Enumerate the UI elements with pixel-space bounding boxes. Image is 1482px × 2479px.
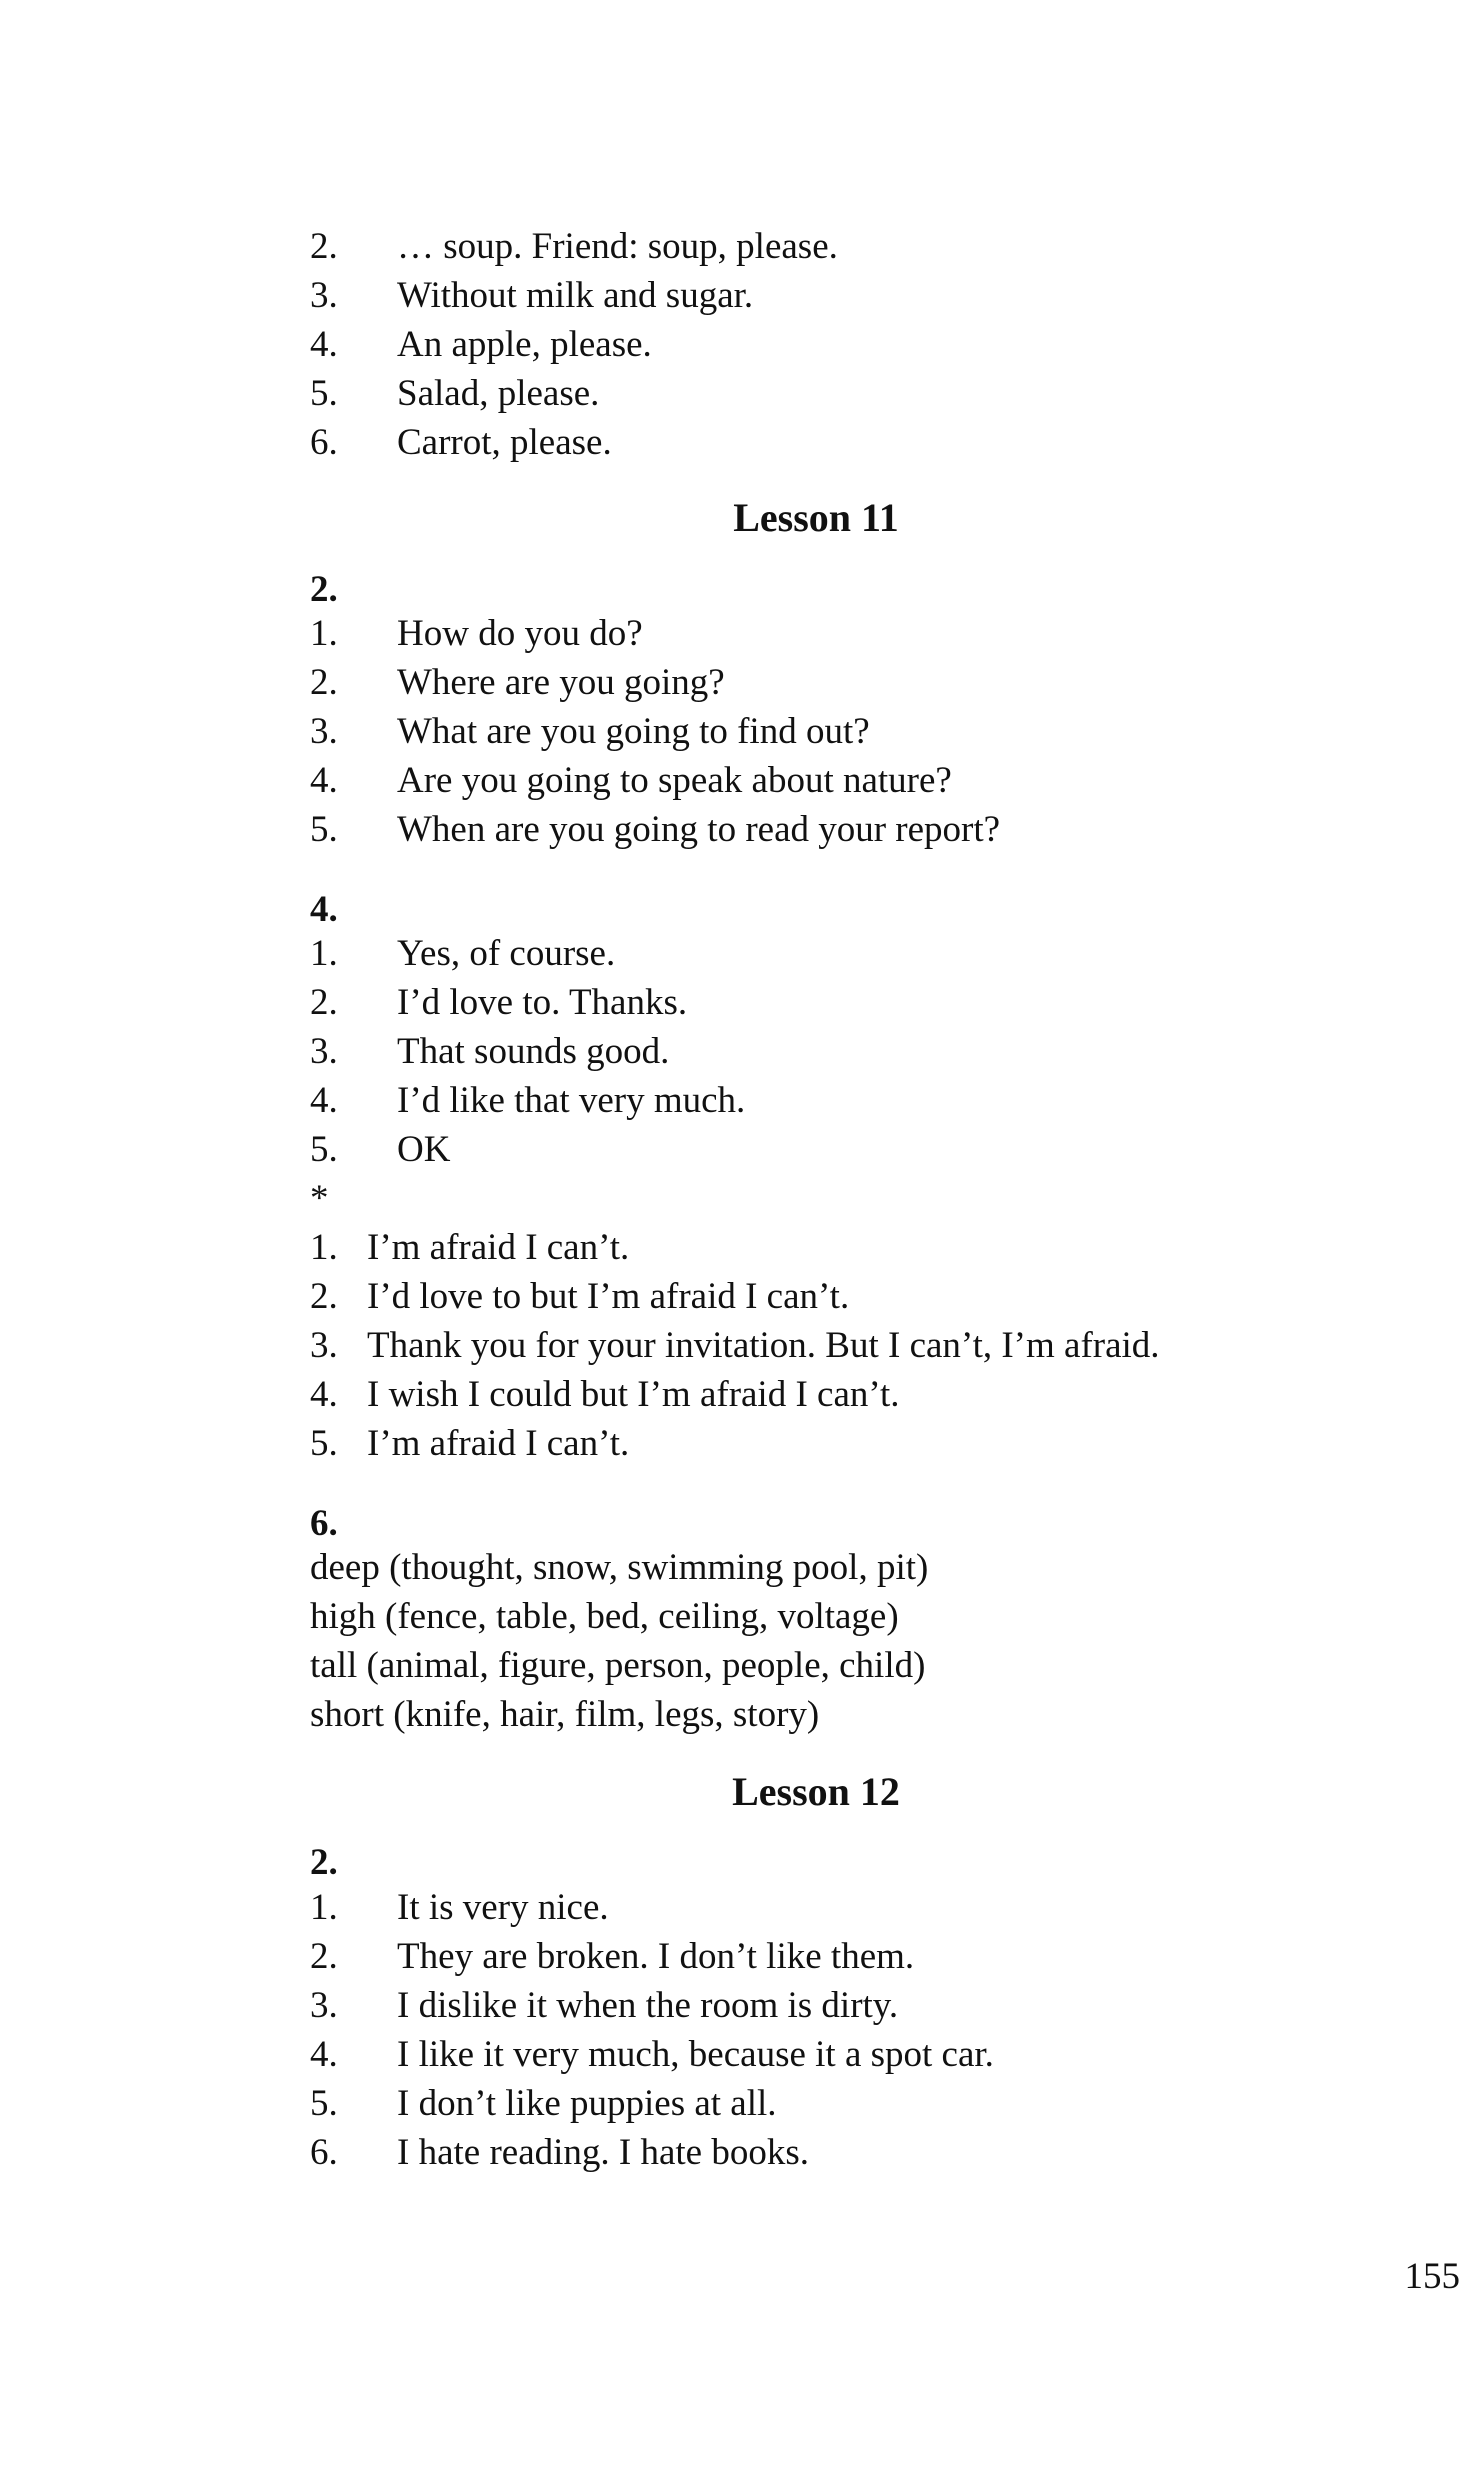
item-number: 6. — [310, 2132, 338, 2173]
item-number: 3. — [310, 275, 338, 316]
text-line: deep (thought, snow, swimming pool, pit) — [310, 1547, 929, 1588]
item-text: Where are you going? — [397, 662, 725, 703]
exercise-2-label: 2. — [310, 569, 338, 610]
item-text: I hate reading. I hate books. — [397, 2132, 809, 2173]
item-number: 3. — [310, 711, 338, 752]
item-number: 3. — [310, 1031, 338, 1072]
item-number: 1. — [310, 933, 338, 974]
item-number: 5. — [310, 809, 338, 850]
item-number: 4. — [310, 324, 338, 365]
item-text: Salad, please. — [397, 373, 600, 414]
item-text: How do you do? — [397, 613, 643, 654]
item-text: Are you going to speak about nature? — [397, 760, 952, 801]
text-line: short (knife, hair, film, legs, story) — [310, 1694, 820, 1735]
item-text: I’d love to. Thanks. — [397, 982, 688, 1023]
item-text: … soup. Friend: soup, please. — [397, 226, 838, 267]
item-text: I dislike it when the room is dirty. — [397, 1985, 899, 2026]
item-number: 1. — [310, 1227, 338, 1268]
item-number: 1. — [310, 1887, 338, 1928]
item-number: 5. — [310, 1423, 338, 1464]
lesson-12-heading: Lesson 12 — [732, 1769, 900, 1814]
item-text: Thank you for your invitation. But I can’t, I’m afraid. — [367, 1325, 1160, 1366]
item-number: 5. — [310, 373, 338, 414]
item-number: 5. — [310, 2083, 338, 2124]
item-text: I’m afraid I can’t. — [367, 1423, 630, 1464]
exercise-6-label: 6. — [310, 1503, 338, 1544]
item-text: I like it very much, because it a spot car. — [397, 2034, 994, 2075]
item-number: 3. — [310, 1985, 338, 2026]
lesson-11-heading: Lesson 11 — [733, 495, 899, 540]
item-number: 4. — [310, 760, 338, 801]
item-text: Yes, of course. — [397, 933, 616, 974]
item-text: That sounds good. — [397, 1031, 670, 1072]
item-number: 2. — [310, 226, 338, 267]
item-text: It is very nice. — [397, 1887, 609, 1928]
item-number: 3. — [310, 1325, 338, 1366]
item-number: 2. — [310, 662, 338, 703]
item-number: 2. — [310, 1936, 338, 1977]
text-line: tall (animal, figure, person, people, child) — [310, 1645, 926, 1686]
item-number: 5. — [310, 1129, 338, 1170]
exercise-2-label: 2. — [310, 1842, 338, 1883]
exercise-4-label: 4. — [310, 889, 338, 930]
item-text: What are you going to find out? — [397, 711, 870, 752]
item-number: 2. — [310, 982, 338, 1023]
item-text: They are broken. I don’t like them. — [397, 1936, 915, 1977]
item-text: I’d like that very much. — [397, 1080, 746, 1121]
item-number: 2. — [310, 1276, 338, 1317]
page-number: 155 — [1404, 2256, 1460, 2297]
item-text: I wish I could but I’m afraid I can’t. — [367, 1374, 900, 1415]
item-text: When are you going to read your report? — [397, 809, 1001, 850]
item-number: 4. — [310, 2034, 338, 2075]
item-text: Carrot, please. — [397, 422, 612, 463]
item-text: An apple, please. — [397, 324, 652, 365]
item-number: 6. — [310, 422, 338, 463]
item-text: Without milk and sugar. — [397, 275, 754, 316]
item-text: I’m afraid I can’t. — [367, 1227, 630, 1268]
item-text: I don’t like puppies at all. — [397, 2083, 777, 2124]
item-text: I’d love to but I’m afraid I can’t. — [367, 1276, 850, 1317]
item-text: OK — [397, 1129, 451, 1170]
asterisk-marker: * — [310, 1178, 329, 1219]
text-line: high (fence, table, bed, ceiling, voltage) — [310, 1596, 899, 1637]
item-number: 4. — [310, 1080, 338, 1121]
item-number: 1. — [310, 613, 338, 654]
item-number: 4. — [310, 1374, 338, 1415]
